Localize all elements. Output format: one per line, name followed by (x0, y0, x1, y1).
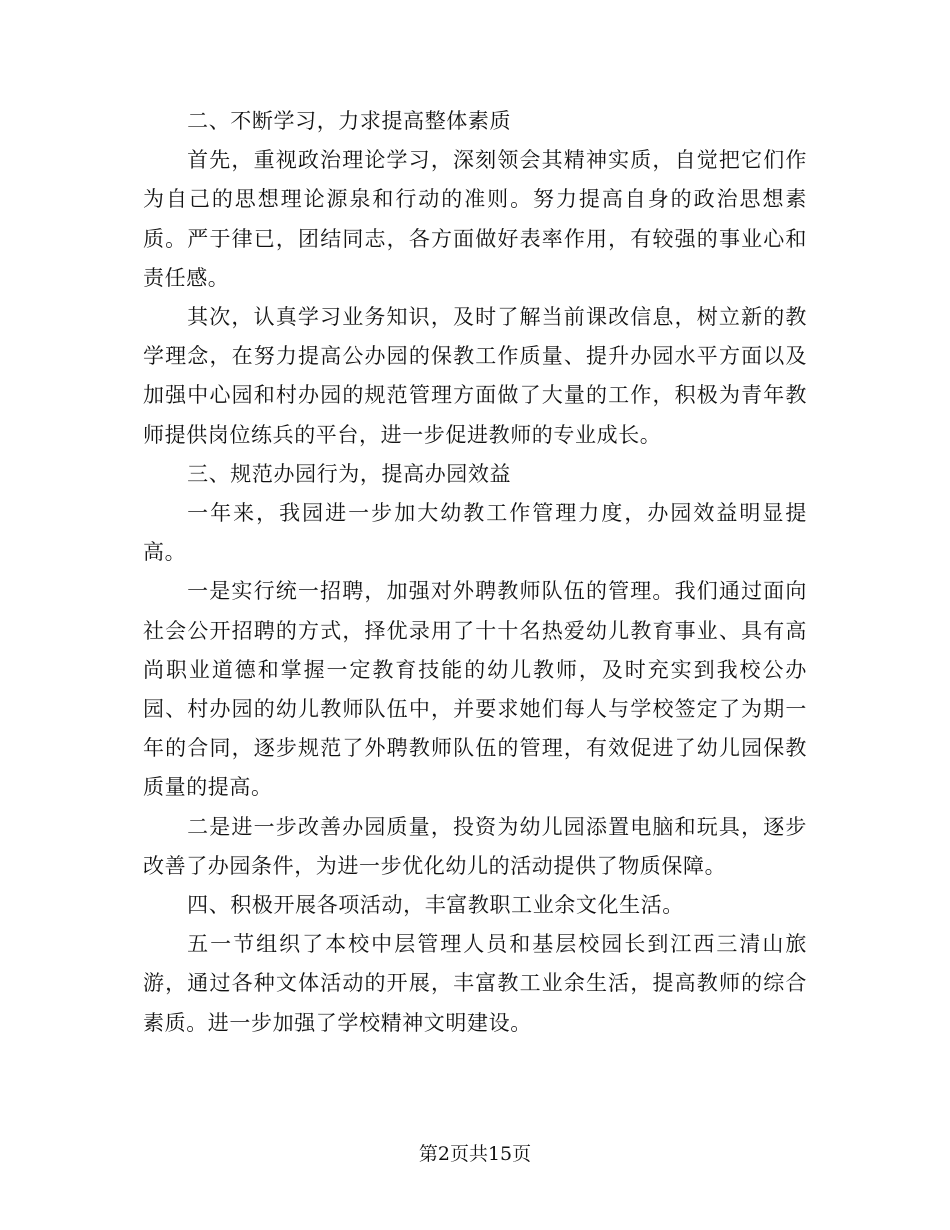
body-paragraph: 一是实行统一招聘，加强对外聘教师队伍的管理。我们通过面向社会公开招聘的方式，择优录用了十十名热爱幼儿教育事业、具有高尚职业道德和掌握一定教育技能的幼儿教师，及时充实到我校公办园、村办园的幼儿教师队伍中，并要求她们每人与学校签定了为期一年的合同，逐步规范了外聘教师队伍的管理，有效促进了幼儿园保教质量的提高。 (143, 579, 807, 800)
body-paragraph: 二是进一步改善办园质量，投资为幼儿园添置电脑和玩具，逐步改善了办园条件，为进一步优化幼儿的活动提供了物质保障。 (143, 814, 807, 878)
body-paragraph: 其次，认真学习业务知识，及时了解当前课改信息，树立新的教学理念，在努力提高公办园的保教工作质量、提升办园水平方面以及加强中心园和村办园的规范管理方面做了大量的工作，积极为青年教师提供岗位练兵的平台，进一步促进教师的专业成长。 (143, 305, 807, 447)
section-heading-3: 三、规范办园行为，提高办园效益 (187, 461, 512, 486)
body-paragraph: 首先，重视政治理论学习，深刻领会其精神实质，自觉把它们作为自己的思想理论源泉和行动的准则。努力提高自身的政治思想素质。严于律已，团结同志，各方面做好表率作用，有较强的事业心和责任感。 (143, 148, 807, 290)
section-heading-4: 四、积极开展各项活动，丰富教职工业余文化生活。 (187, 893, 684, 918)
body-paragraph: 五一节组织了本校中层管理人员和基层校园长到江西三清山旅游，通过各种文体活动的开展，丰富教工业余生活，提高教师的综合素质。进一步加强了学校精神文明建设。 (143, 932, 807, 1035)
page-number: 第2页共15页 (418, 1143, 532, 1165)
section-heading-2: 二、不断学习，力求提高整体素质 (187, 109, 512, 133)
body-paragraph: 一年来，我园进一步加大幼教工作管理力度，办园效益明显提高。 (143, 501, 807, 565)
document-body (143, 102, 807, 1043)
